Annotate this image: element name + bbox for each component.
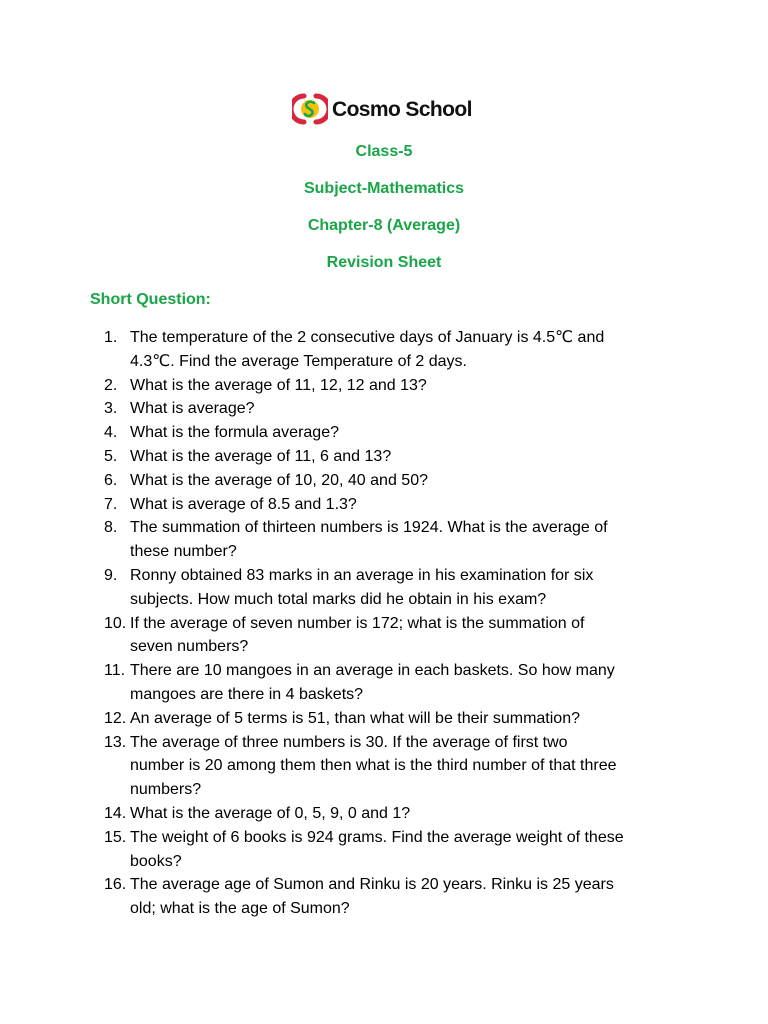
question-text xyxy=(130,469,694,493)
question-item xyxy=(104,421,694,445)
question-line: The weight of 6 books is 924 grams. Find the average weight of these xyxy=(130,828,624,846)
question-text xyxy=(130,326,694,374)
question-line: The summation of thirteen numbers is 1924. What is the average of xyxy=(130,519,608,537)
question-item xyxy=(104,659,694,707)
question-line: An average of 5 terms is 51, than what will be their summation? xyxy=(130,709,580,727)
question-number: 2. xyxy=(104,376,118,394)
question-number: 13. xyxy=(104,733,127,751)
question-item xyxy=(104,802,694,826)
question-line: numbers? xyxy=(130,781,202,799)
question-text xyxy=(130,612,694,660)
question-item xyxy=(104,516,694,564)
question-line: What is the average of 11, 12, 12 and 13? xyxy=(130,376,427,394)
question-line: The average of three numbers is 30. If the average of first two xyxy=(130,733,568,751)
question-text xyxy=(130,516,694,564)
question-line: What is average of 8.5 and 1.3? xyxy=(130,495,357,513)
question-line: The temperature of the 2 consecutive days of January is 4.5℃ and xyxy=(130,329,605,346)
question-line: The average age of Sumon and Rinku is 20 years. Rinku is 25 years xyxy=(130,876,614,894)
question-number: 14. xyxy=(104,804,127,822)
cosmo-logo-icon xyxy=(292,93,328,125)
question-item xyxy=(104,469,694,493)
short-question-title: Short Question: xyxy=(90,291,211,308)
question-line: If the average of seven number is 172; what is the summation of xyxy=(130,614,585,632)
question-line: mangoes are there in 4 baskets? xyxy=(130,685,364,703)
question-line: What is the average of 11, 6 and 13? xyxy=(130,447,392,465)
question-list xyxy=(104,326,694,921)
question-item xyxy=(104,826,694,874)
question-text xyxy=(130,802,694,826)
question-number: 1. xyxy=(104,329,118,346)
question-text xyxy=(130,397,694,421)
class-heading: Class-5 xyxy=(355,143,413,160)
subject-heading: Subject-Mathematics xyxy=(303,180,465,197)
question-number: 15. xyxy=(104,828,127,846)
question-line: There are 10 mangoes in an average in each baskets. So how many xyxy=(130,662,615,680)
question-number: 12. xyxy=(104,709,127,727)
question-line: What is the average of 0, 5, 9, 0 and 1? xyxy=(130,804,411,822)
question-text xyxy=(130,826,694,874)
question-number: 9. xyxy=(104,566,118,584)
question-text xyxy=(130,493,694,517)
question-item xyxy=(104,374,694,398)
question-item xyxy=(104,493,694,517)
question-number: 3. xyxy=(104,400,118,418)
school-logo xyxy=(292,92,472,126)
question-number: 10. xyxy=(104,614,127,632)
question-item xyxy=(104,612,694,660)
question-line: 4.3℃. Find the average Temperature of 2 days. xyxy=(130,352,467,370)
question-line: number is 20 among them then what is the third number of that three xyxy=(130,757,617,775)
question-number: 4. xyxy=(104,424,118,442)
question-number: 6. xyxy=(104,471,118,489)
question-line: What is average? xyxy=(130,400,255,418)
question-item xyxy=(104,873,694,921)
question-text xyxy=(130,731,694,802)
question-line: old; what is the age of Sumon? xyxy=(130,900,350,918)
chapter-heading: Chapter-8 (Average) xyxy=(307,217,461,234)
question-text xyxy=(130,873,694,921)
question-text xyxy=(130,374,694,398)
question-number: 11. xyxy=(104,662,126,680)
question-line: seven numbers? xyxy=(130,638,249,656)
question-item xyxy=(104,564,694,612)
question-item xyxy=(104,445,694,469)
question-item xyxy=(104,707,694,731)
question-text xyxy=(130,707,694,731)
question-number: 5. xyxy=(104,447,118,465)
question-item xyxy=(104,731,694,802)
question-line: subjects. How much total marks did he obtain in his exam? xyxy=(130,590,547,608)
question-line: What is the formula average? xyxy=(130,424,339,442)
question-number: 16. xyxy=(104,876,127,894)
question-item xyxy=(104,326,694,374)
question-item xyxy=(104,397,694,421)
question-text xyxy=(130,564,694,612)
sheet-heading: Revision Sheet xyxy=(326,254,442,271)
question-line: What is the average of 10, 20, 40 and 50? xyxy=(130,471,428,489)
question-line: these number? xyxy=(130,543,237,561)
question-text xyxy=(130,421,694,445)
question-number: 7. xyxy=(104,495,118,513)
question-text xyxy=(130,445,694,469)
question-line: books? xyxy=(130,852,182,870)
question-text xyxy=(130,659,694,707)
school-name: Cosmo School xyxy=(332,97,472,121)
question-number: 8. xyxy=(104,519,118,537)
question-line: Ronny obtained 83 marks in an average in his examination for six xyxy=(130,566,594,584)
